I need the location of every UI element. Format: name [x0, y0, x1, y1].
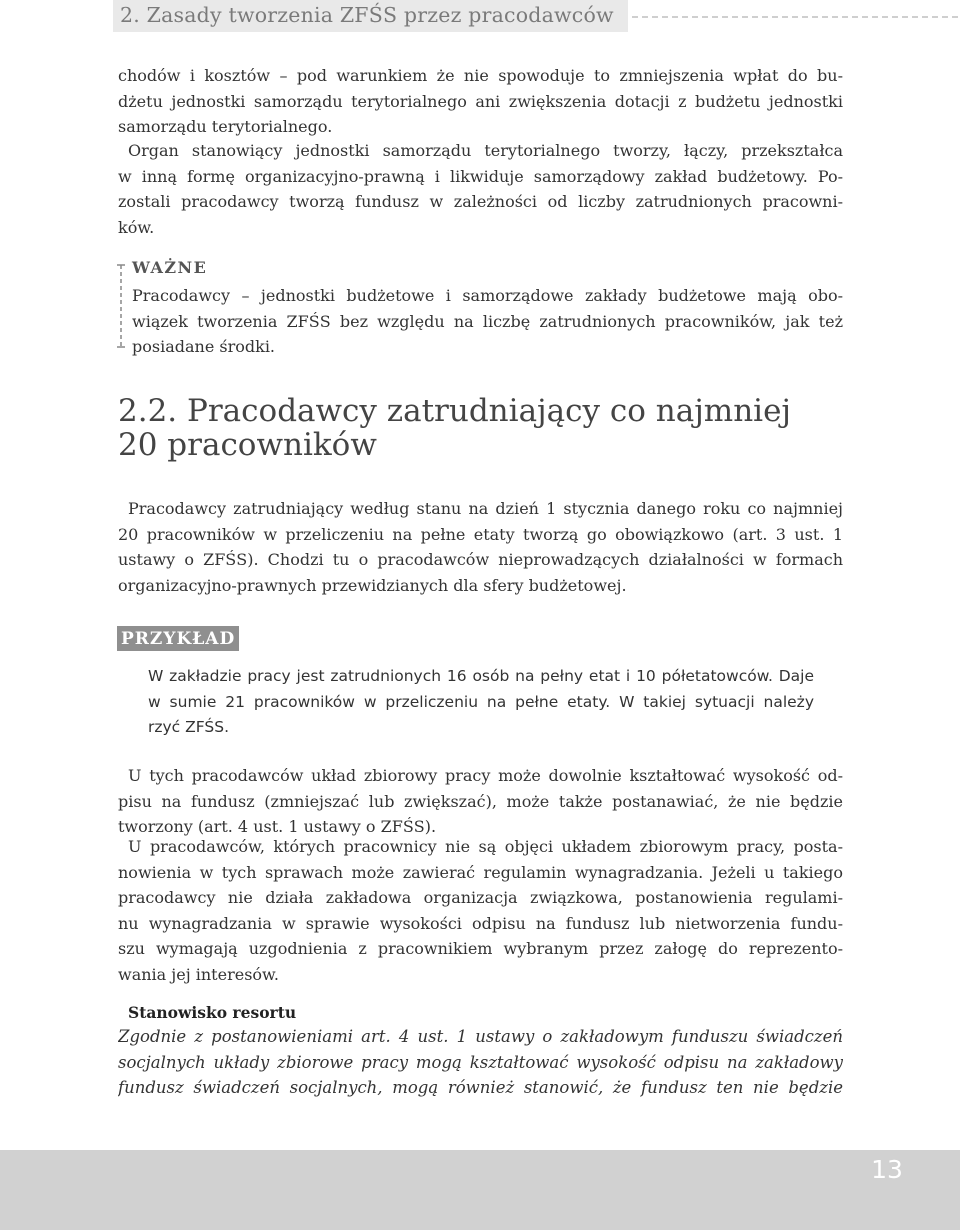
text-line: ków.	[118, 217, 155, 237]
text-line: pisu na fundusz (zmniejszać lub zwiększać), może także postanawiać, że nie będzie	[118, 791, 843, 811]
text-line	[118, 834, 843, 860]
section-heading-line: 20 pracowników	[118, 427, 377, 463]
text-line-content: U pracodawców, których pracownicy nie są objęci układem zbiorowym pracy, posta-	[128, 837, 843, 856]
text-line: dżetu jednostki samorządu terytorialnego ani zwiększenia dotacji z budżetu jednostki	[118, 91, 843, 111]
text-line: ustawy o ZFŚS). Chodzi tu o pracodawców nieprowadzących działalności w formach	[118, 550, 843, 569]
text-line: fundusz świadczeń socjalnych, mogą również stanowić, że fundusz ten nie będzie	[118, 1078, 843, 1097]
text-line: Pracodawcy – jednostki budżetowe i samorządowe zakłady budżetowe mają obo-	[132, 286, 843, 305]
text-line: pracodawcy nie działa zakładowa organizacja związkowa, postanowienia regulami-	[118, 888, 843, 907]
text-line: w sumie 21 pracowników w przeliczeniu na pełne etaty. W takiej sytuacji należy	[148, 692, 814, 711]
text-line: socjalnych układy zbiorowe pracy mogą kształtować wysokość odpisu na zakładowy	[118, 1052, 843, 1072]
text-line: rzyć ZFŚS.	[148, 718, 229, 736]
text-line-content: Pracodawcy zatrudniający według stanu na dzień 1 stycznia danego roku co najmniej	[128, 499, 843, 518]
page-number: 13	[871, 1155, 903, 1184]
footer-bar	[0, 1150, 960, 1230]
text-line: samorządu terytorialnego.	[118, 117, 333, 136]
organ-paragraph	[118, 138, 843, 240]
regulamin-paragraph	[118, 834, 843, 987]
section-heading	[118, 394, 791, 462]
text-line: Zgodnie z postanowieniami art. 4 ust. 1 ustawy o zakładowym funduszu świadczeń	[118, 1027, 843, 1046]
text-line: 20 pracowników w przeliczeniu na pełne etaty tworzą go obowiązkowo (art. 3 ust. 1	[118, 524, 843, 544]
header-dashed-rule	[632, 16, 958, 18]
text-line: szu wymagają uzgodnienia z pracownikiem wybranym przez załogę do reprezento-	[118, 939, 843, 958]
wazne-text	[132, 283, 843, 360]
text-line: nowienia w tych sprawach może zawierać regulamin wynagradzania. Jeżeli u takiego	[118, 862, 843, 882]
example-badge: PRZYKŁAD	[117, 626, 239, 651]
text-line: posiadane środki.	[132, 337, 276, 356]
text-line: wania jej interesów.	[118, 964, 279, 984]
text-line: chodów i kosztów – pod warunkiem że nie spowoduje to zmniejszenia wpłat do bu-	[118, 66, 843, 85]
text-line: wiązek tworzenia ZFŚS bez względu na liczbę zatrudnionych pracowników, jak też	[132, 311, 843, 331]
page-header-title: 2. Zasady tworzenia ZFŚS przez pracodawców	[120, 3, 614, 27]
text-line: zostali pracodawcy tworzą fundusz w zależności od liczby zatrudnionych pracowni-	[118, 192, 843, 211]
wazne-label: WAŻNE	[132, 258, 208, 277]
stanowisko-heading: Stanowisko resortu	[128, 1003, 297, 1022]
section-heading-line: 2.2. Pracodawcy zatrudniający co najmniej	[118, 393, 792, 429]
text-line-content: Organ stanowiący jednostki samorządu terytorialnego tworzy, łączy, przekształca	[128, 141, 843, 160]
text-line: organizacyjno-prawnych przewidzianych dla sfery budżetowej.	[118, 575, 627, 595]
text-line: w inną formę organizacyjno-prawną i likwiduje samorządowy zakład budżetowy. Po-	[118, 166, 843, 186]
text-line	[118, 763, 843, 789]
text-line-content: U tych pracodawców układ zbiorowy pracy może dowolnie kształtować wysokość od-	[128, 766, 843, 785]
text-line: tworzony (art. 4 ust. 1 ustawy o ZFŚS).	[118, 817, 437, 836]
wazne-bracket-icon	[116, 264, 126, 348]
example-text	[148, 664, 814, 741]
text-line: nu wynagradzania w sprawie wysokości odpisu na fundusz lub nietworzenia fundu-	[118, 913, 843, 933]
text-line	[118, 496, 843, 522]
stanowisko-text	[118, 1024, 843, 1101]
uklad-paragraph	[118, 763, 843, 840]
intro-paragraph	[118, 63, 843, 140]
section-paragraph	[118, 496, 843, 598]
text-line	[118, 138, 843, 164]
text-line: W zakładzie pracy jest zatrudnionych 16 osób na pełny etat i 10 półetatowców. Daje	[148, 667, 814, 685]
